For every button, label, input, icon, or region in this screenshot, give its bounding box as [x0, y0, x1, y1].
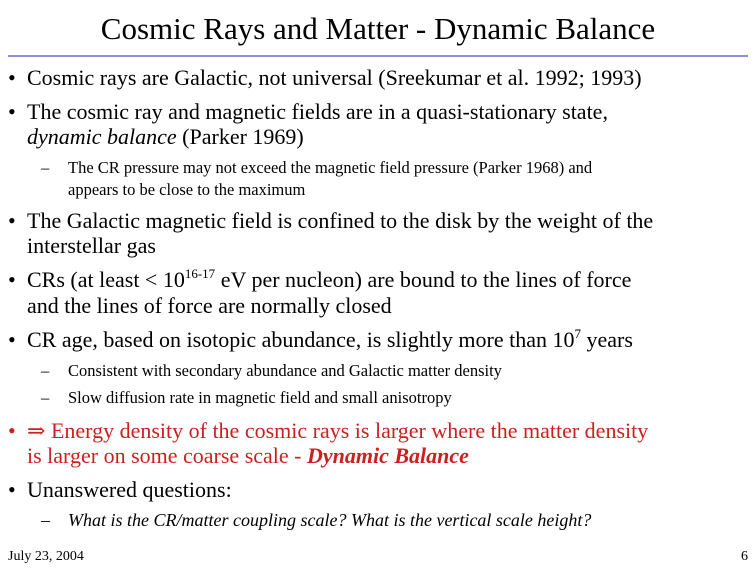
bullet-1: [8, 66, 642, 90]
slide-title: Cosmic Rays and Matter - Dynamic Balance: [100, 11, 656, 46]
sub-bullet-1-line-1: The CR pressure may not exceed the magnetic field pressure (Parker 1968) and: [68, 158, 593, 177]
bullet-4-line-2: and the lines of force are normally closed: [27, 293, 392, 318]
bullet-marker: •: [8, 327, 16, 352]
bullet-5-superscript: 7: [574, 326, 581, 341]
page-number: 6: [741, 549, 748, 564]
bullet-2-line-1: The cosmic ray and magnetic fields are in a quasi-stationary state,: [27, 99, 608, 124]
dash-marker: –: [41, 510, 50, 530]
bullet-3-line-2: interstellar gas: [27, 233, 156, 258]
sub-bullet-3: [41, 387, 452, 408]
bullet-5: [8, 328, 633, 355]
bullet-6: [8, 419, 648, 443]
sub-bullet-2: [41, 360, 502, 381]
bullet-5-post: years: [580, 327, 633, 352]
bullet-6-text: Energy density of the cosmic rays is larger where the matter density: [45, 418, 649, 443]
bullet-2-citation: (Parker 1969): [176, 124, 304, 149]
implies-arrow-icon: ⇒: [27, 418, 46, 443]
sub-bullet-2-text: Consistent with secondary abundance and Galactic matter density: [68, 361, 502, 380]
bullet-2-emphasis: dynamic balance: [27, 124, 177, 149]
bullet-6-line-1: [27, 418, 648, 443]
bullet-5-line-1: [27, 327, 633, 352]
sub-bullet-4-text: What is the CR/matter coupling scale? What is the vertical scale height?: [68, 510, 592, 530]
dash-marker: –: [41, 361, 50, 380]
dash-marker: –: [41, 388, 50, 407]
sub-bullet-3-text: Slow diffusion rate in magnetic field and small anisotropy: [68, 388, 452, 407]
bullet-4-superscript: 16-17: [184, 266, 216, 281]
sub-bullet-1: [41, 157, 592, 178]
bullet-5-pre: CR age, based on isotopic abundance, is slightly more than 10: [27, 327, 575, 352]
sub-bullet-4: [41, 509, 591, 531]
bullet-marker: •: [8, 267, 16, 292]
bullet-7-text: Unanswered questions:: [27, 477, 232, 502]
bullet-4-post: eV per nucleon) are bound to the lines of force: [215, 267, 632, 292]
bullet-4-pre: CRs (at least < 10: [27, 267, 185, 292]
bullet-3-line-1: The Galactic magnetic field is confined to the disk by the weight of the: [27, 208, 654, 233]
bullet-marker: •: [8, 477, 16, 502]
sub-bullet-1-line-2: appears to be close to the maximum: [68, 180, 306, 199]
bullet-marker: •: [8, 418, 16, 443]
bullet-7: [8, 478, 232, 502]
dynamic-balance-emphasis: Dynamic Balance: [306, 443, 469, 468]
bullet-marker: •: [8, 99, 16, 124]
bullet-marker: •: [8, 208, 16, 233]
bullet-4: [8, 268, 631, 295]
bullet-6-line-2-text: is larger on some coarse scale -: [27, 443, 307, 468]
dash-marker: –: [41, 158, 50, 177]
bullet-1-text: Cosmic rays are Galactic, not universal (Sreekumar et al. 1992; 1993): [27, 65, 642, 90]
title-divider: [8, 55, 748, 57]
footer-date: July 23, 2004: [8, 549, 84, 564]
bullet-2-line-2: [27, 125, 304, 149]
bullet-4-line-1: [27, 267, 631, 292]
bullet-3: [8, 209, 653, 233]
bullet-6-line-2: [27, 444, 469, 468]
bullet-2: [8, 100, 608, 124]
bullet-marker: •: [8, 65, 16, 90]
